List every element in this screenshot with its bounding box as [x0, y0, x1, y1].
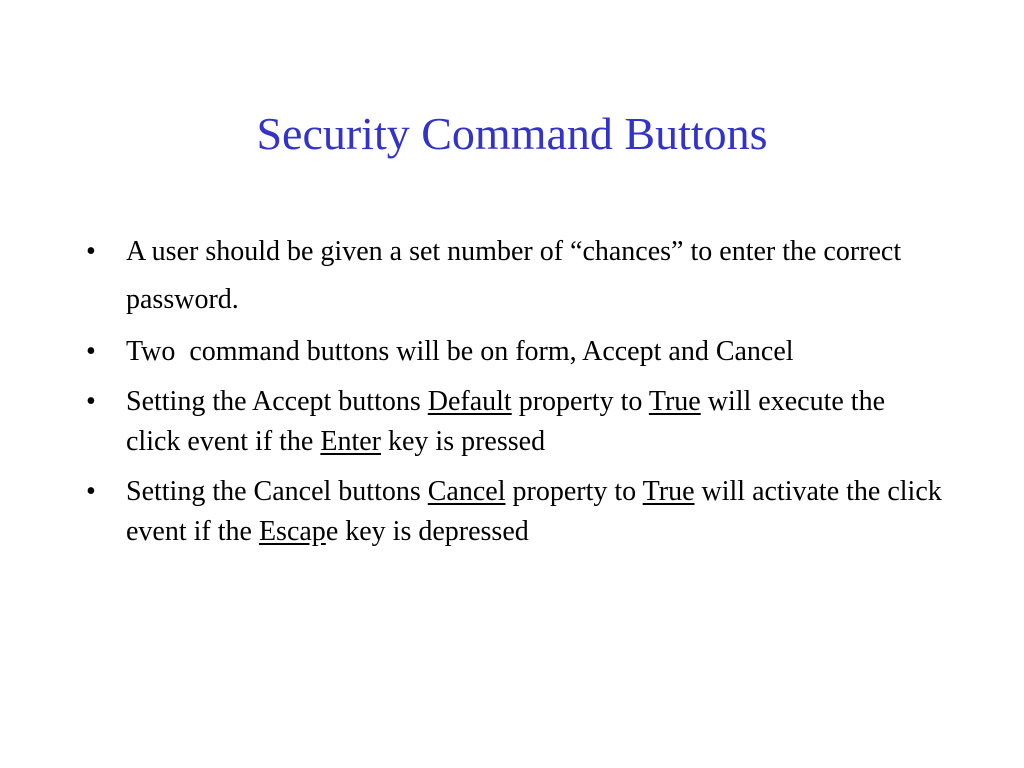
underlined-term-true: True: [648, 386, 701, 417]
bullet-text: Two command buttons will be on form, Accept and Cancel: [126, 336, 794, 367]
bullet-text-part: will execute the click event if the: [126, 386, 885, 457]
bullet-dot-icon: •: [86, 336, 96, 367]
underlined-term-default: Default: [427, 386, 512, 417]
underlined-term-enter: Enter: [320, 426, 381, 457]
bullet-list: [86, 228, 946, 552]
bullet-item-chances: [86, 228, 946, 324]
bullet-item-cancel-property: [86, 472, 946, 552]
bullet-text-part: will activate the click event if the: [126, 476, 942, 547]
underlined-term-cancel: Cancel: [427, 476, 506, 507]
bullet-text-part: key is pressed: [381, 426, 546, 457]
bullet-dot-icon: •: [86, 236, 96, 267]
bullet-dot-icon: •: [86, 386, 96, 417]
bullet-item-accept-default: [86, 382, 946, 462]
bullet-dot-icon: •: [86, 476, 96, 507]
bullet-text-part: Setting the Accept buttons: [126, 386, 428, 417]
bullet-text-part: Setting the Cancel buttons: [126, 476, 428, 507]
bullet-text-part: e key is depressed: [325, 516, 529, 547]
bullet-text-part: property to: [505, 476, 643, 507]
underlined-term-escape: Escap: [258, 516, 326, 547]
bullet-item-two-buttons: [86, 332, 946, 372]
bullet-text-part: property to: [511, 386, 649, 417]
underlined-term-true: True: [642, 476, 695, 507]
slide-title: Security Command Buttons: [256, 108, 768, 159]
bullet-text: A user should be given a set number of “chances” to enter the correct password.: [126, 236, 902, 315]
